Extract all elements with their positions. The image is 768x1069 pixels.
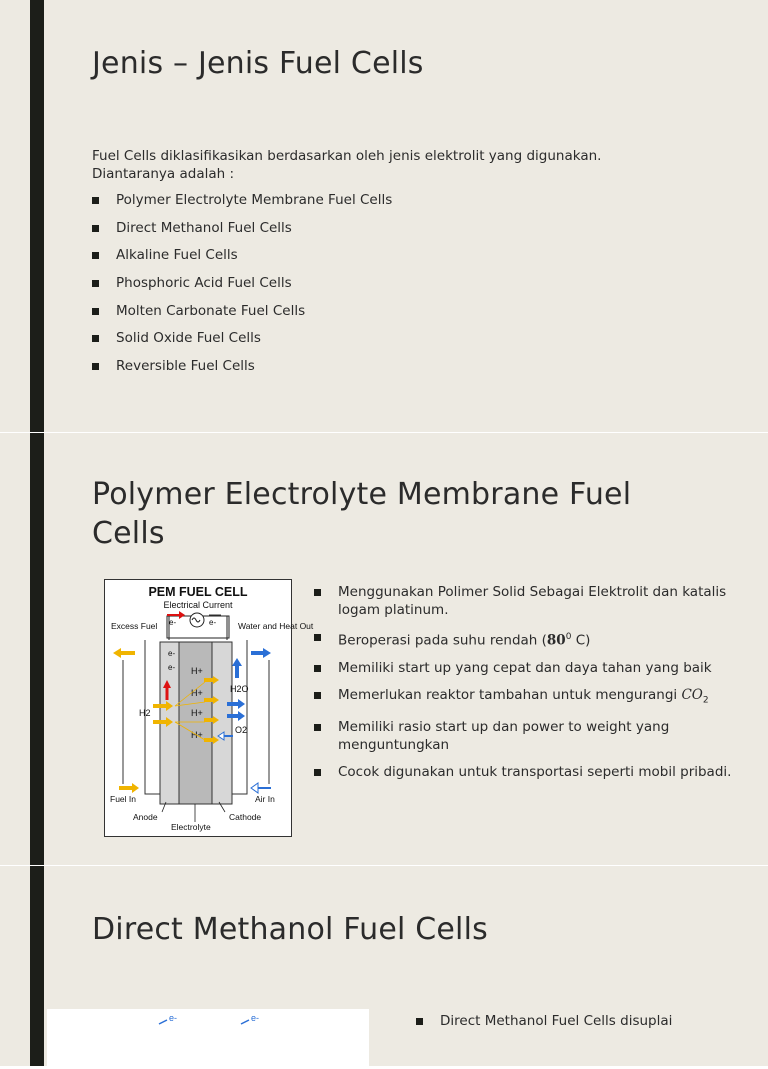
list-item: Memerlukan reaktor tambahan untuk mengurangi $CO_2$ [314, 686, 734, 710]
slide-accent-bar [30, 866, 44, 1066]
anode-label: Anode [133, 812, 158, 822]
bullet-icon [92, 335, 99, 342]
pem-fuel-cell-diagram [104, 579, 314, 837]
electron-label: e- [169, 618, 177, 627]
diagram-title: PEM FUEL CELL [148, 585, 248, 599]
bullet-icon [92, 197, 99, 204]
fuel-in-label: Fuel In [110, 794, 136, 804]
water-heat-label: Water and Heat Out [238, 621, 314, 631]
list-item: Polymer Electrolyte Membrane Fuel Cells [92, 191, 692, 219]
bullet-icon [92, 280, 99, 287]
svg-text:H+: H+ [191, 688, 203, 698]
svg-text:H+: H+ [191, 730, 203, 740]
slide-title: Polymer Electrolyte Membrane Fuel Cells [92, 477, 632, 551]
list-item: Phosphoric Acid Fuel Cells [92, 274, 692, 302]
bullet-icon [314, 589, 321, 596]
intro-text [92, 147, 601, 183]
intro-line: Fuel Cells diklasifikasikan berdasarkan oleh jenis elektrolit yang digunakan. [92, 148, 602, 164]
svg-text:H+: H+ [191, 666, 203, 676]
list-item: Molten Carbonate Fuel Cells [92, 302, 692, 330]
list-item: Solid Oxide Fuel Cells [92, 329, 692, 357]
slide-2 [0, 433, 768, 865]
current-label: Electrical Current [163, 600, 233, 610]
dmfc-diagram [47, 1009, 369, 1069]
list-item: Cocok digunakan untuk transportasi seperti mobil pribadi. [314, 763, 734, 781]
fuel-cell-type-list [92, 191, 692, 385]
dmfc-list [416, 1012, 736, 1030]
svg-text:H+: H+ [191, 708, 203, 718]
electrolyte-label: Electrolyte [171, 822, 211, 832]
pem-characteristics-list [314, 583, 734, 790]
o2-label: O2 [235, 725, 248, 735]
bullet-icon [92, 252, 99, 259]
list-item: Direct Methanol Fuel Cells disuplai [416, 1012, 736, 1030]
bullet-icon [92, 308, 99, 315]
list-item: Reversible Fuel Cells [92, 357, 692, 385]
bullet-icon [314, 769, 321, 776]
electron-label: e- [169, 1013, 178, 1023]
list-item: Beroperasi pada suhu rendah ($80^0$ C) [314, 628, 734, 650]
slide-title: Jenis – Jenis Fuel Cells [92, 46, 424, 81]
intro-line: Diantaranya adalah : [92, 166, 235, 182]
bullet-icon [314, 692, 321, 699]
electron-label: e- [251, 1013, 260, 1023]
slide-1 [0, 0, 768, 432]
bullet-icon [92, 225, 99, 232]
list-item: Memiliki start up yang cepat dan daya tahan yang baik [314, 659, 734, 677]
slide-title: Direct Methanol Fuel Cells [92, 912, 488, 947]
bullet-icon [314, 634, 321, 641]
slide-accent-bar [30, 0, 44, 432]
list-item: Menggunakan Polimer Solid Sebagai Elektrolit dan katalis logam platinum. [314, 583, 734, 619]
svg-text:e-: e- [168, 649, 176, 658]
bullet-icon [416, 1018, 423, 1025]
svg-text:e-: e- [168, 663, 176, 672]
slide-accent-bar [30, 433, 44, 865]
cathode-label: Cathode [229, 812, 262, 822]
bullet-icon [314, 665, 321, 672]
bullet-icon [92, 363, 99, 370]
electron-label: e- [209, 618, 217, 627]
list-item: Memiliki rasio start up dan power to weight yang menguntungkan [314, 718, 734, 754]
excess-fuel-label: Excess Fuel [111, 621, 158, 631]
air-in-label: Air In [255, 794, 275, 804]
list-item: Direct Methanol Fuel Cells [92, 219, 692, 247]
list-item: Alkaline Fuel Cells [92, 246, 692, 274]
bullet-icon [314, 724, 321, 731]
slide-3 [0, 866, 768, 1066]
h2o-label: H2O [230, 684, 249, 694]
h2-label: H2 [139, 708, 151, 718]
